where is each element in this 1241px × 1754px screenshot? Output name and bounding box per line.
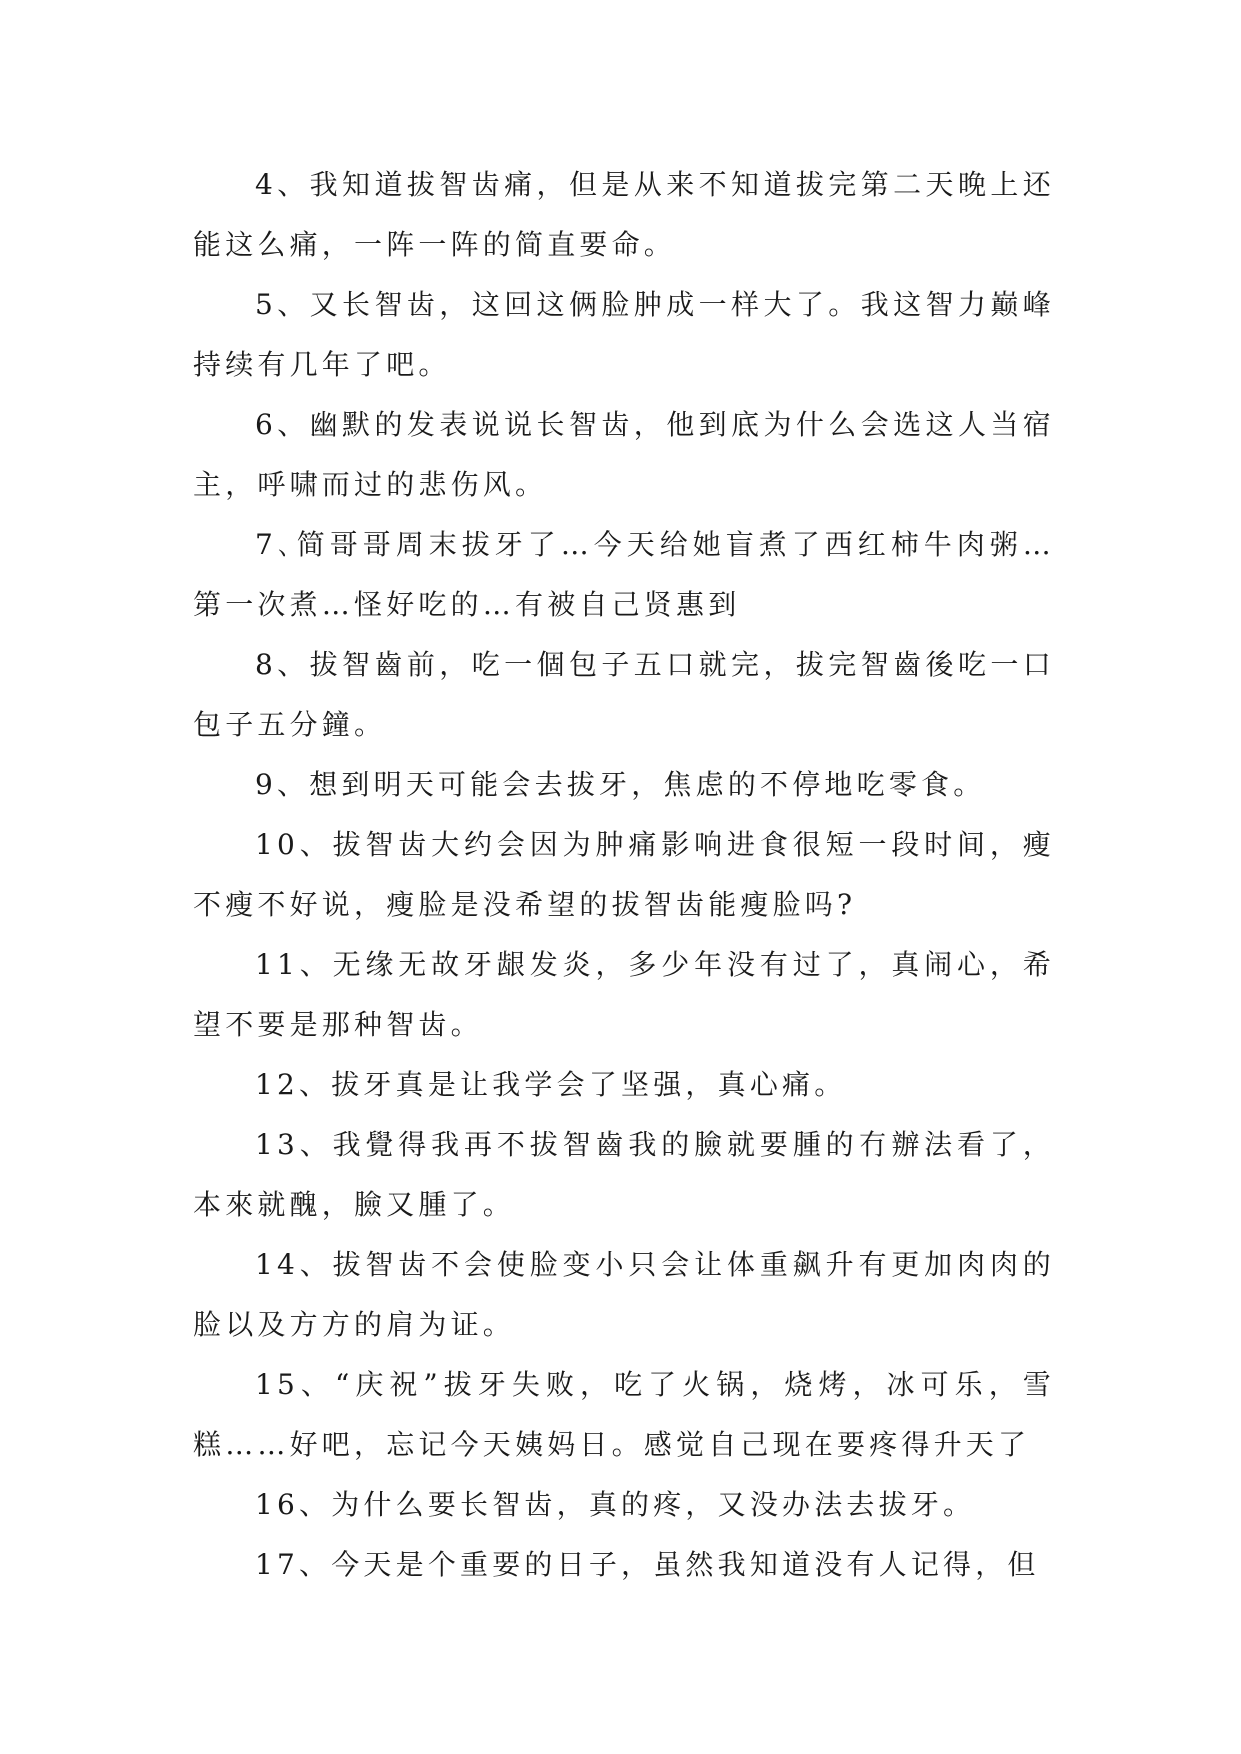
paragraph-11: 11、无缘无故牙龈发炎，多少年没有过了，真闹心，希望不要是那种智齿。 bbox=[193, 948, 1055, 1041]
paragraph-15: 15、“庆祝”拔牙失败，吃了火锅，烧烤，冰可乐，雪糕……好吧，忘记今天姨妈日。感觉自己现在要疼得升天了 bbox=[193, 1368, 1055, 1461]
document-body bbox=[193, 155, 1055, 1595]
paragraph-5: 5、又长智齿，这回这俩脸肿成一样大了。我这智力巅峰持续有几年了吧。 bbox=[193, 288, 1055, 381]
paragraph-4: 4、我知道拔智齿痛，但是从来不知道拔完第二天晚上还能这么痛，一阵一阵的简直要命。 bbox=[193, 168, 1055, 261]
paragraph-14: 14、拔智齿不会使脸变小只会让体重飙升有更加肉肉的脸以及方方的肩为证。 bbox=[193, 1248, 1055, 1341]
paragraph-16: 16、为什么要长智齿，真的疼，又没办法去拔牙。 bbox=[255, 1488, 976, 1521]
paragraph-7: 7､简哥哥周末拔牙了…今天给她盲煮了西红柿牛肉粥…第一次煮…怪好吃的…有被自己贤惠到 bbox=[193, 528, 1055, 621]
paragraph-8: 8、拔智齒前，吃一個包子五口就完，拔完智齒後吃一口包子五分鐘。 bbox=[193, 648, 1055, 741]
paragraph-9: 9、想到明天可能会去拔牙，焦虑的不停地吃零食。 bbox=[255, 768, 986, 801]
paragraph-10: 10、拔智齿大约会因为肿痛影响进食很短一段时间，瘦不瘦不好说，瘦脸是没希望的拔智齿能瘦脸吗? bbox=[193, 828, 1055, 921]
paragraph-12: 12、拔牙真是让我学会了坚强，真心痛。 bbox=[255, 1068, 847, 1101]
paragraph-17: 17、今天是个重要的日子，虽然我知道没有人记得，但 bbox=[255, 1548, 1040, 1581]
paragraph-6: 6、幽默的发表说说长智齿，他到底为什么会选这人当宿主，呼啸而过的悲伤风。 bbox=[193, 408, 1055, 501]
paragraph-13: 13、我覺得我再不拔智齒我的臉就要腫的冇辦法看了，本來就醜，臉又腫了。 bbox=[193, 1128, 1055, 1221]
